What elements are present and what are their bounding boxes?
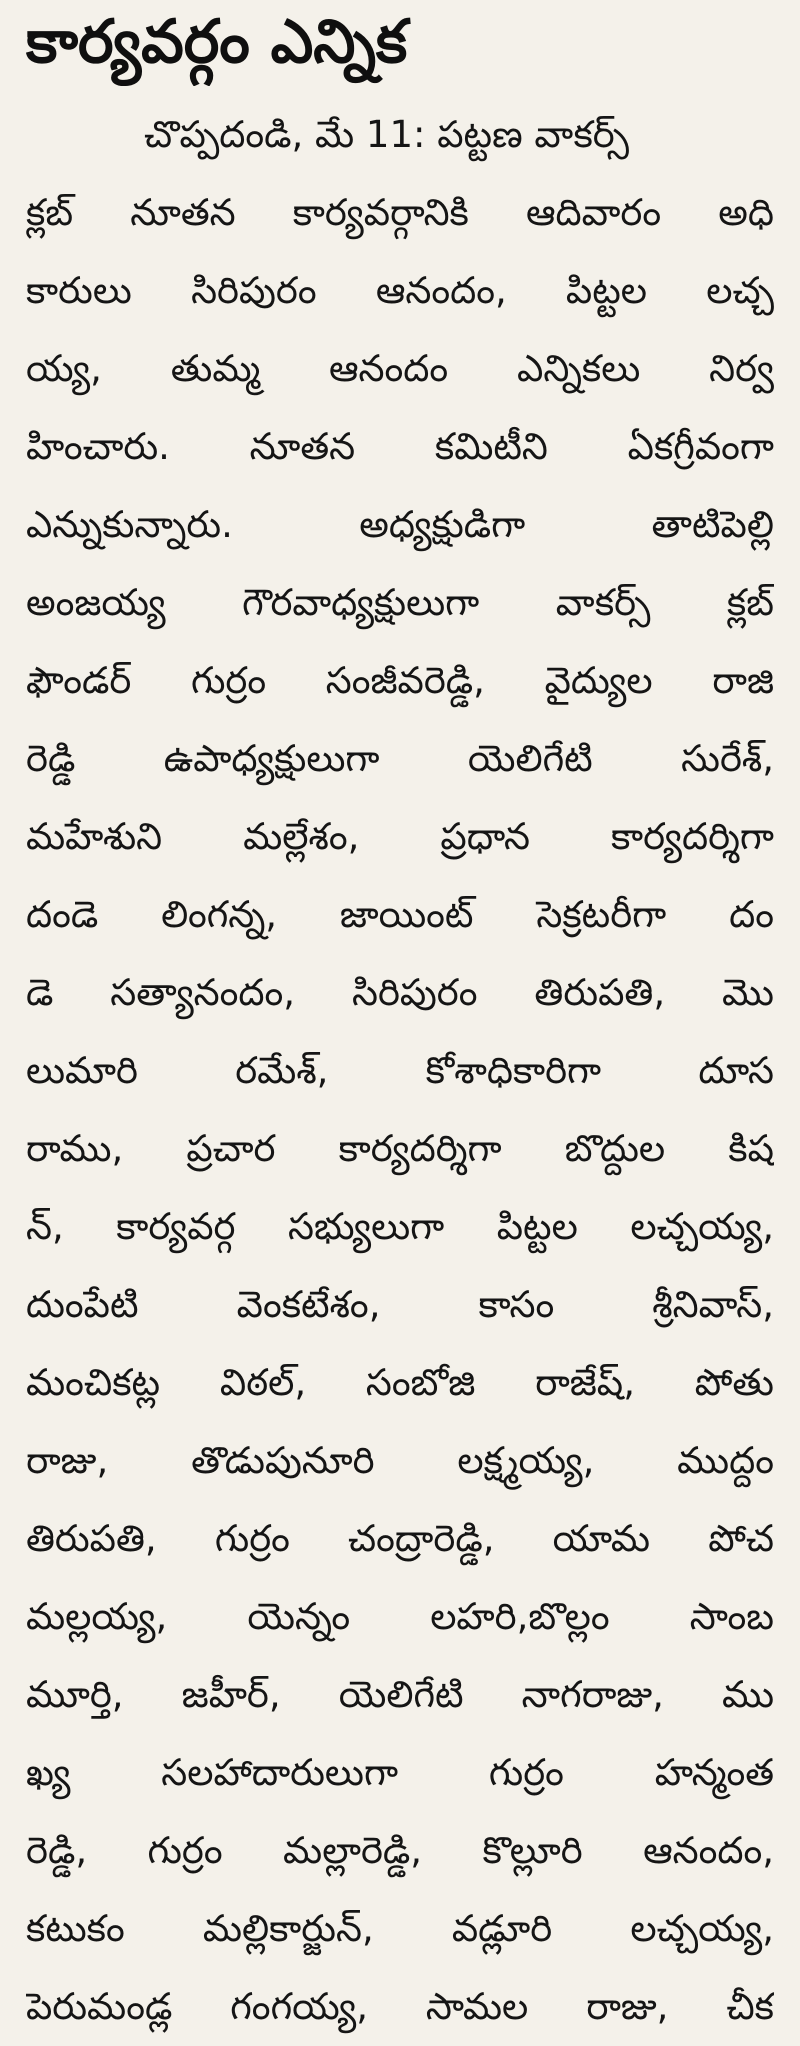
- article-body: [26, 96, 774, 2046]
- article-line: కటుకం మల్లికార్జున్, వడ్లూరి లచ్చయ్య,: [26, 1907, 774, 1950]
- article-line: రాజు, తొడుపునూరి లక్ష్మయ్య, ముద్దం: [26, 1439, 774, 1482]
- article-line: హించారు. నూతన కమిటీని ఏకగ్రీవంగా: [26, 425, 774, 468]
- article-headline: కార్యవర్గం ఎన్నిక: [26, 7, 408, 77]
- article-line: అంజయ్య గౌరవాధ్యక్షులుగా వాకర్స్ క్లబ్: [26, 581, 774, 624]
- article-line: య్య, తుమ్మ ఆనందం ఎన్నికలు నిర్వ: [26, 347, 774, 390]
- article-line: తిరుపతి, గుర్రం చంద్రారెడ్డి, యామ పోచ: [26, 1517, 774, 1560]
- article-line: దండె లింగన్న, జాయింట్ సెక్రటరీగా దం: [26, 893, 774, 936]
- article-line: మహేశుని మల్లేశం, ప్రధాన కార్యదర్శిగా: [26, 815, 774, 858]
- article-line: ఖ్య సలహాదారులుగా గుర్రం హన్మంత: [26, 1751, 774, 1794]
- article-line: న్, కార్యవర్గ సభ్యులుగా పిట్టల లచ్చయ్య,: [26, 1205, 774, 1248]
- article-line: ఎన్నుకున్నారు. అధ్యక్షుడిగా తాటిపెల్లి: [26, 503, 774, 546]
- article-line: పెరుమండ్ల గంగయ్య, సామల రాజు, చీక: [26, 1985, 774, 2028]
- article-line: ఫౌండర్ గుర్రం సంజీవరెడ్డి, వైద్యుల రాజి: [26, 659, 774, 702]
- article-line: మల్లయ్య, యెన్నం లహరి,బొల్లం సాంబ: [26, 1595, 774, 1638]
- article-line: దుంపేటి వెంకటేశం, కాసం శ్రీనివాస్,: [26, 1283, 774, 1326]
- article-line: లుమారి రమేశ్, కోశాధికారిగా దూస: [26, 1049, 774, 1092]
- article-line: మంచికట్ల విఠల్, సంబోజి రాజేష్, పోతు: [26, 1361, 774, 1404]
- article-line: రెడ్డి, గుర్రం మల్లారెడ్డి, కొల్లూరి ఆనందం,: [26, 1829, 774, 1872]
- article-line: డె సత్యానందం, సిరిపురం తిరుపతి, మొ: [26, 971, 774, 1014]
- article-line: క్లబ్ నూతన కార్యవర్గానికి ఆదివారం అధి: [26, 191, 774, 234]
- article-line: మూర్తి, జహీర్, యెలిగేటి నాగరాజు, ము: [26, 1673, 774, 1716]
- article-line: రెడ్డి ఉపాధ్యక్షులుగా యెలిగేటి సురేశ్,: [26, 737, 774, 780]
- article-line: కారులు సిరిపురం ఆనందం, పిట్టల లచ్చ: [26, 269, 774, 312]
- article-line: చొప్పదండి, మే 11: పట్టణ వాకర్స్: [144, 113, 629, 156]
- article-line: రాము, ప్రచార కార్యదర్శిగా బొద్దుల కిష: [26, 1127, 774, 1170]
